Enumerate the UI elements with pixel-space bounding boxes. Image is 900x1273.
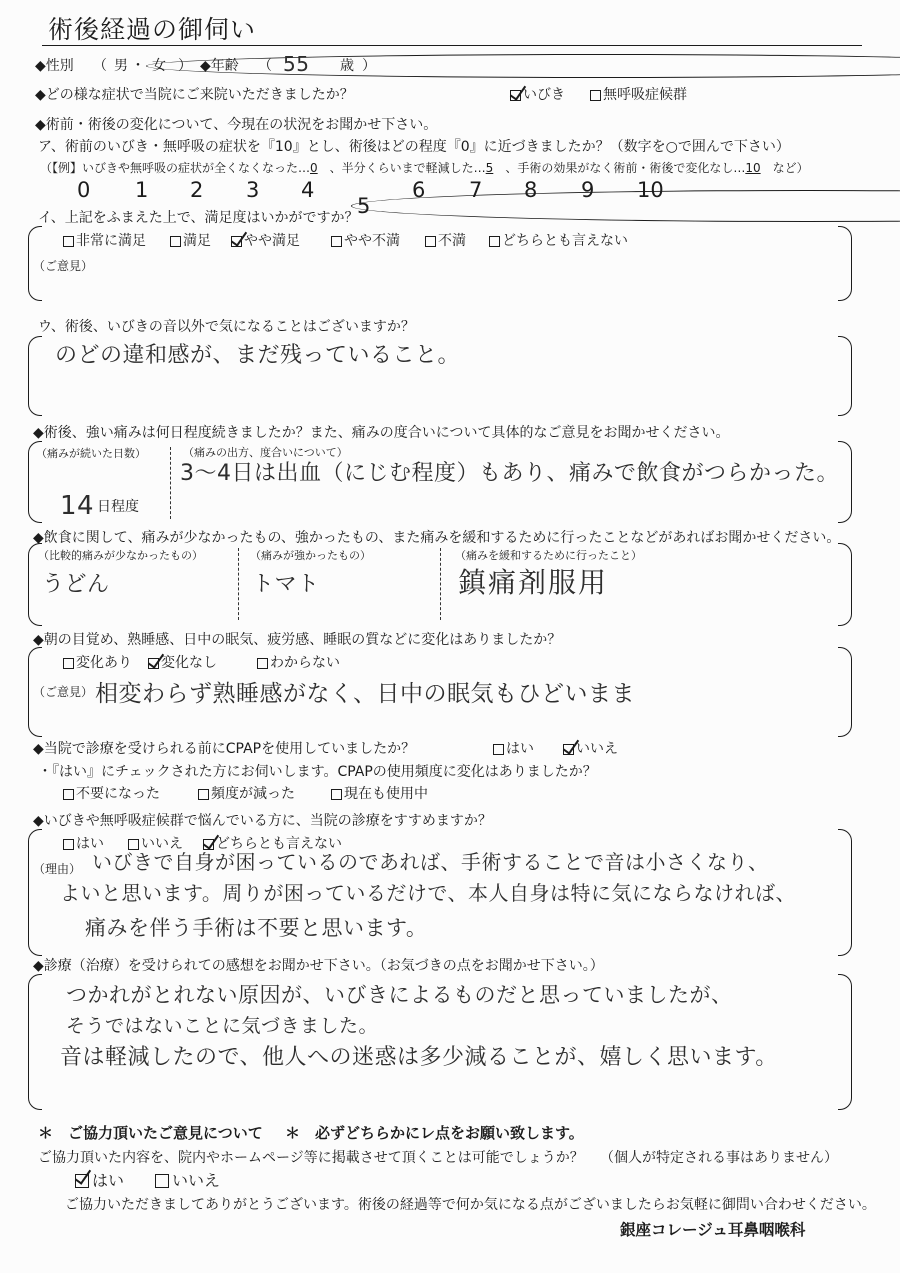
food-more-handwritten: トマト [252, 572, 320, 597]
scale-1: 1 [135, 178, 149, 202]
scale-2: 2 [190, 178, 204, 202]
sex-label: ◆性別 [35, 58, 74, 74]
option-label: 満足 [183, 233, 211, 249]
bracket-right [838, 336, 852, 416]
question-a: ア、術前のいびき・無呼吸の症状を『10』とし、術後はどの程度『0』に近づきましたか？（数字を○で囲んで下さい） [38, 139, 790, 155]
cpap-followup: ・『はい』にチェックされた方にお伺いします。CPAPの使用頻度に変化はありましたか？ [38, 764, 597, 780]
satisfaction-option [170, 233, 211, 249]
example-value: 10 [745, 161, 761, 175]
checkbox [489, 236, 500, 247]
comment-label: （ご意見） [33, 685, 94, 699]
pain-detail-label: （痛みの出方、度合いについて） [183, 446, 348, 459]
scale-0: 0 [77, 178, 91, 202]
impression-question: ◆診療（治療）を受けられての感想をお聞かせ下さい。（お気づきの点をお聞かせ下さい。） [33, 958, 604, 974]
scale-3: 3 [246, 178, 260, 202]
checkbox [231, 236, 242, 247]
scale-6: 6 [412, 178, 426, 202]
sex-close-paren: ） [178, 58, 192, 74]
scale-9: 9 [581, 178, 595, 202]
option-label: 無呼吸症候群 [603, 87, 687, 103]
recommend-question: ◆いびきや無呼吸症候群で悩んでいる方に、当院の診療をすすめますか？ [33, 813, 492, 829]
question-b: イ、上記をふまえた上で、満足度はいかがですか？ [38, 210, 359, 226]
divider [440, 548, 441, 620]
option-label: どちらとも言えない [502, 233, 628, 249]
checkbox [63, 789, 74, 800]
divider [238, 548, 239, 620]
bracket-right [838, 543, 852, 626]
option-label: はい [76, 836, 104, 852]
food-less-handwritten: うどん [42, 572, 110, 597]
cpap-followup-option [198, 786, 295, 802]
visit-reason-option-ibiki [510, 87, 565, 103]
satisfaction-option [489, 233, 628, 249]
checkbox [63, 658, 74, 669]
checkbox [128, 839, 139, 850]
age-open-paren: （ [258, 58, 272, 74]
change-heading: ◆術前・術後の変化について、今現在の状況をお聞かせ下さい。 [35, 117, 438, 133]
option-label: わからない [270, 655, 340, 671]
consent-question: ご協力頂いた内容を、院内やホームページ等に掲載させて頂くことは可能でしょうか？ [38, 1150, 584, 1166]
checkbox [257, 658, 268, 669]
consent-option-no [155, 1172, 220, 1190]
scale-example [40, 162, 809, 176]
checkbox [590, 90, 601, 101]
scale-4: 4 [301, 178, 315, 202]
checkbox [63, 839, 74, 850]
checkbox [148, 658, 159, 669]
checkbox [75, 1174, 89, 1188]
sleep-option [257, 655, 340, 671]
food-relief-handwritten: 鎮痛剤服用 [458, 566, 609, 599]
bracket-right [838, 441, 852, 523]
example-text: など） [760, 161, 809, 175]
food-less-label: （比較的痛みが少なかったもの） [38, 549, 203, 562]
option-label: いいえ [141, 836, 183, 852]
option-label: いいえ [576, 741, 618, 757]
satisfaction-option [231, 233, 300, 249]
sleep-option [148, 655, 217, 671]
scale-7: 7 [469, 178, 483, 202]
pain-days-value: 14 [60, 491, 95, 521]
reason-line: 痛みを伴う手術は不要と思います。 [85, 916, 428, 940]
title-rule [42, 45, 862, 46]
option-label: やや不満 [344, 233, 400, 249]
impression-line: 音は軽減したので、他人への迷惑は多少減ることが、嬉しく思います。 [60, 1045, 778, 1070]
consent-heading-right: ＊ 必ずどちらかにレ点をお願い致します。 [285, 1124, 584, 1142]
example-text: 、手術の効果がなく術前・術後で変化なし… [493, 161, 746, 175]
sex-separator: ・ [131, 58, 145, 74]
cpap-option-yes [493, 741, 534, 757]
bracket-right [838, 974, 852, 1110]
option-label: 現在も使用中 [344, 786, 428, 802]
option-label: 不要になった [76, 786, 160, 802]
satisfaction-option [331, 233, 400, 249]
example-text: 、半分くらいまで軽減した… [317, 161, 486, 175]
sleep-comment-handwritten: 相変わらず熟睡感がなく、日中の眠気もひどいまま [95, 681, 636, 707]
cpap-followup-option [331, 786, 428, 802]
thanks-text: ご協力いただきましてありがとうございます。術後の経過等で何か気になる点がございましたらお気軽に御問い合わせください。 [65, 1197, 876, 1213]
sex-open-paren: （ [93, 58, 107, 74]
reason-label: （理由） [33, 862, 82, 876]
age-unit: 歳 [340, 58, 354, 74]
consent-heading-left: ＊ ご協力頂いたご意見について [38, 1124, 263, 1142]
cpap-followup-option [63, 786, 160, 802]
checkbox [493, 744, 504, 755]
checkbox [425, 236, 436, 247]
impression-line: つかれがとれない原因が、いびきによるものだと思っていましたが、 [66, 983, 733, 1007]
example-value: 5 [485, 161, 494, 175]
visit-reason-option-apnea [590, 87, 687, 103]
handwritten-answer: のどの違和感が、まだ残っていること。 [55, 343, 461, 368]
option-label: いいえ [172, 1171, 221, 1190]
option-label: はい [92, 1171, 125, 1190]
option-label: やや満足 [244, 233, 300, 249]
satisfaction-option [63, 233, 146, 249]
option-label: 変化なし [161, 655, 217, 671]
checkbox [563, 744, 574, 755]
checkbox [331, 236, 342, 247]
impression-line: そうではないことに気づきました。 [66, 1015, 379, 1037]
option-label: はい [506, 741, 534, 757]
satisfaction-option [425, 233, 466, 249]
food-more-label: （痛みが強かったもの） [250, 549, 371, 562]
consent-option-yes [75, 1172, 124, 1190]
example-text: （【例】いびきや無呼吸の症状が全くなくなった… [40, 161, 311, 175]
bracket-left [28, 974, 42, 1110]
age-label: ◆年齢 [200, 58, 239, 74]
bracket-right [838, 647, 852, 737]
pain-detail-handwritten: 3〜4日は出血（にじむ程度）もあり、痛みで飲食がつらかった。 [180, 461, 839, 486]
option-label: 変化あり [76, 655, 132, 671]
visit-reason-question: ◆どの様な症状で当院にご来院いただきましたか？ [35, 87, 354, 103]
checkbox [170, 236, 181, 247]
cpap-option-no [563, 741, 618, 757]
sex-option-male: 男 [114, 58, 128, 74]
bracket-left [28, 829, 42, 956]
divider [170, 447, 171, 519]
checkbox [198, 789, 209, 800]
clinic-name: 銀座コレージュ耳鼻咽喉科 [620, 1221, 806, 1239]
option-label: どちらとも言えない [216, 836, 342, 852]
checkbox [510, 90, 521, 101]
pain-question: ◆術後、強い痛みは何日程度続きましたか？また、痛みの度合いについて具体的なご意見をお聞かせください。 [33, 425, 730, 441]
scale-8: 8 [524, 178, 538, 202]
food-question: ◆飲食に関して、痛みが少なかったもの、強かったもの、また痛みを緩和するために行ったことなどがあればお聞かせください。 [33, 530, 841, 546]
sex-option-female: 女 [152, 58, 900, 74]
checkbox [63, 236, 74, 247]
example-value: 0 [310, 161, 318, 175]
checkbox [203, 839, 214, 850]
bracket-left [28, 336, 42, 416]
age-value: 55 [283, 52, 310, 76]
consent-note: （個人が特定される事はありません） [600, 1150, 838, 1166]
pain-days-label: （痛みが続いた日数） [36, 447, 146, 460]
bracket-right [838, 226, 852, 301]
sleep-option [63, 655, 132, 671]
option-label: 頻度が減った [211, 786, 295, 802]
comment-label: （ご意見） [33, 259, 94, 273]
option-label: 非常に満足 [76, 233, 146, 249]
food-relief-label: （痛みを緩和するために行ったこと） [455, 549, 642, 562]
sleep-question: ◆朝の目覚め、熟睡感、日中の眠気、疲労感、睡眠の質などに変化はありましたか？ [33, 632, 562, 648]
checkbox [155, 1174, 169, 1188]
option-label: いびき [523, 87, 565, 103]
scale-10: 10 [637, 178, 664, 202]
question-c: ウ、術後、いびきの音以外で気になることはございますか？ [38, 319, 415, 335]
checkbox [331, 789, 342, 800]
age-close-paren: ） [362, 58, 376, 74]
cpap-question: ◆当院で診療を受けられる前にCPAPを使用していましたか？ [33, 741, 416, 757]
option-label: 不満 [438, 233, 466, 249]
pain-days-unit: 日程度 [97, 499, 139, 515]
form-title: 術後経過の御伺い [48, 15, 257, 44]
scale-5: 5 [357, 194, 900, 218]
reason-line: よいと思います。周りが困っているだけで、本人自身は特に気にならなければ、 [60, 881, 796, 905]
reason-line: いびきで自身が困っているのであれば、手術することで音は小さくなり、 [92, 850, 769, 874]
bracket-right [838, 829, 852, 956]
